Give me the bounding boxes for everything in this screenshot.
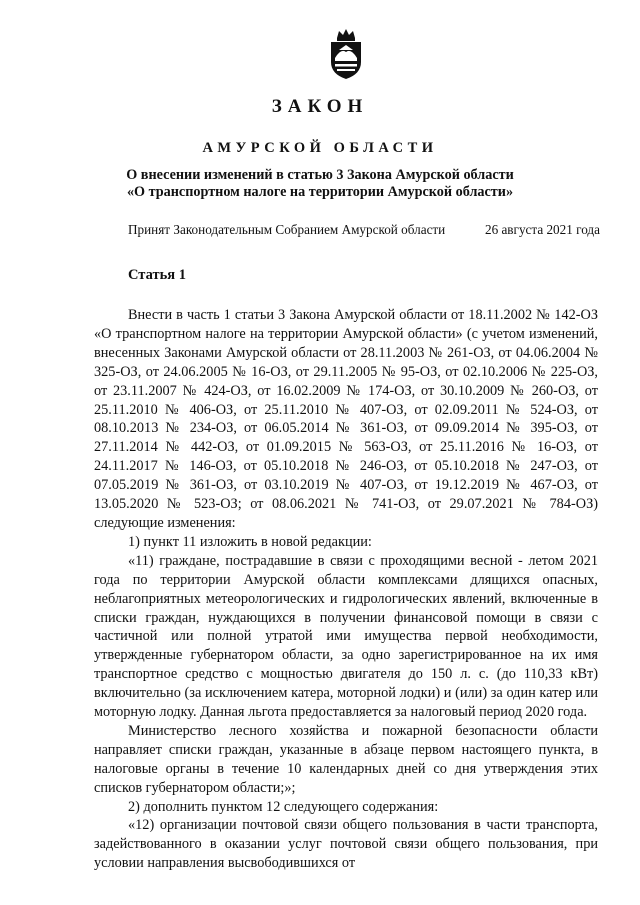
paragraph: 1) пункт 11 изложить в новой редакции: — [128, 533, 372, 550]
paragraph: «12) организации почтовой связи общего пользования в части транспорта, задействованного в оказании услуг почтовой связи общего пользования, при условии направления высвободившихся от — [94, 817, 598, 872]
paragraph: Внести в часть 1 статьи 3 Закона Амурской области от 18.11.2002 № 142-ОЗ «О транспортном налоге на территории Амурской области» (с учетом изменений, внесенных Законами Амурской области от 28.11.2003 № 261-ОЗ, от 04.06.2004 № 325-ОЗ, от 24.06.2005 № 16-ОЗ, от 29.11.2005 № 95-ОЗ, от 02.10.2006 № 225-ОЗ, от 23.11.2007 № 424-ОЗ, от 16.02.2009 № 174-ОЗ, от 30.10.2009 № 260-ОЗ, от 25.11.2010 № 406-ОЗ, от 25.11.2010 № 407-ОЗ, от 02.09.2011 № 524-ОЗ, от 08.10.2013 № 234-ОЗ, от 06.05.2014 № 361-ОЗ, от 09.09.2014 № 395-ОЗ, от 27.11.2014 № 442-ОЗ, от 01.09.2015 № 563-ОЗ, от 25.11.2016 № 16-ОЗ, от 24.11.2017 № 146-ОЗ, от 05.10.2018 № 246-ОЗ, от 05.10.2018 № 247-ОЗ, от 07.05.2019 № 361-ОЗ, от 03.10.2019 № 407-ОЗ, от 19.12.2019 № 467-ОЗ, от 13.05.2020 № 523-ОЗ; от 08.06.2021 № 741-ОЗ, от 29.07.2021 № 784-ОЗ) следующие изменения: — [94, 307, 598, 531]
adoption-line — [128, 222, 600, 238]
document-title: ЗАКОН — [271, 96, 369, 117]
paragraph: 2) дополнить пунктом 12 следующего содержания: — [128, 798, 439, 815]
document-region: АМУРСКОЙ ОБЛАСТИ — [202, 140, 438, 156]
paragraph: «11) граждане, пострадавшие в связи с проходящими весной - летом 2021 года по территории Амурской области комплексами длящихся опасных, неблагоприятных метеорологических и гидрологических явлений, включенные в списки граждан, нуждающихся в получении финансовой помощи в связи с частичной или полной утратой ими имущества первой необходимости, утвержденные губернатором области, за одно зарегистрированное на их имя транспортное средство с мощностью двигателя до 150 л. с. (до 110,33 кВт) включительно (за исключением катера, моторной лодки) и (или) за один катер или моторную лодку. Данная льгота предоставляется за налоговый период 2020 года. — [94, 552, 598, 721]
coat-of-arms-icon — [327, 28, 365, 80]
document-subtitle — [0, 167, 640, 201]
paragraph: Министерство лесного хозяйства и пожарной безопасности области направляет списки граждан, указанные в абзаце первом настоящего пункта, в налоговые органы в течение 10 календарных дней со дня утверждения этих списков губернатором области;»; — [94, 722, 598, 796]
article-heading: Статья 1 — [128, 267, 186, 283]
adopted-date: 26 августа 2021 года — [484, 222, 600, 237]
article-body — [94, 306, 598, 873]
subtitle-line: «О транспортном налоге на территории Амурской области» — [126, 184, 514, 200]
subtitle-line: О внесении изменений в статью 3 Закона Амурской области — [126, 167, 514, 183]
adopted-by: Принят Законодательным Собранием Амурской области — [128, 222, 446, 237]
